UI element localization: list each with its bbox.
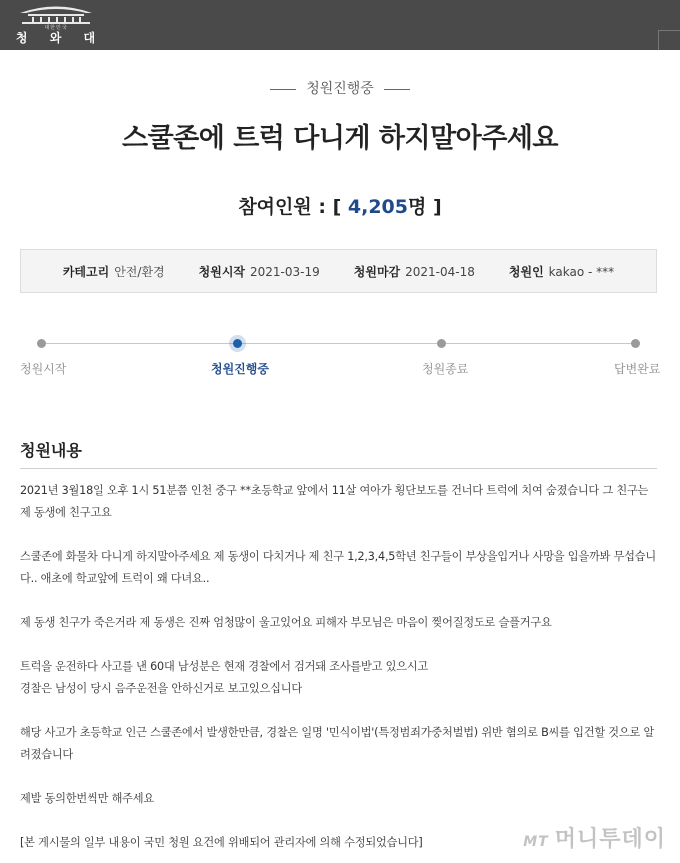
participant-number: 4,205 [347,196,408,218]
body-paragraph: 2021년 3월18일 오후 1시 51분쯤 인천 중구 **초등학교 앞에서 11살 여아가 횡단보도를 건너다 트럭에 치여 숨졌습니다 그 친구는 제 동생에 친구고요 [20,484,649,519]
petition-body [20,480,660,854]
menu-corner[interactable] [658,30,680,50]
progress-track [41,343,635,344]
progress-dot-start [37,339,46,348]
info-value: kakao - *** [548,264,615,279]
divider [270,89,296,90]
body-paragraph: 해당 사고가 초등학교 인근 스쿨존에서 발생한만큼, 경찰은 일명 '민식이법'(특정범죄가중처벌법) 위반 혐의로 B씨를 입건할 것으로 알려졌습니다 [20,726,655,761]
progress-dot-closed [437,339,446,348]
top-bar [0,0,680,50]
petition-status-tag [0,78,680,98]
info-value: 2021-04-18 [405,264,475,279]
petition-info-box [20,249,657,293]
participant-count [0,192,680,219]
info-value: 안전/환경 [114,264,165,279]
progress-step-label-active: 청원진행중 [211,362,269,376]
info-key: 청원시작 [198,264,246,279]
info-start-date [199,263,320,280]
watermark-text: 머니투데이 [554,827,666,852]
info-end-date [354,263,475,280]
participant-suffix: 명 ] [408,196,442,218]
divider [384,89,410,90]
progress-step-label: 청원시작 [20,362,67,376]
logo-text: 청 와 대 [15,31,105,45]
info-category [63,263,165,280]
news-watermark [523,822,666,853]
section-divider [20,468,657,469]
blue-house-roof-icon [16,2,96,24]
progress-step-label: 답변완료 [614,362,661,376]
petition-title: 스쿨존에 트럭 다니게 하지말아주세요 [121,123,558,154]
progress-step-label: 청원종료 [422,362,469,376]
info-key: 청원마감 [353,264,401,279]
cheongwadae-logo[interactable] [6,2,106,48]
info-key: 청원인 [508,264,544,279]
body-paragraph: 제 동생 친구가 죽은거라 제 동생은 진짜 엄청많이 울고있어요 피해자 부모님은 마음이 찢어질정도로 슬플거구요 [20,616,552,629]
content-section-title: 청원내용 [20,441,82,460]
body-paragraph: 트럭을 운전하다 사고를 낸 60대 남성분은 현재 경찰에서 검거돼 조사를받고 있으시고 경찰은 남성이 당시 음주운전을 안하신거로 보고있으십니다 [20,660,429,695]
body-paragraph: 제발 동의한번씩만 해주세요 [20,792,154,805]
logo-subtitle: 대한민국 [44,25,68,31]
progress-dot-ongoing [233,339,242,348]
watermark-mark: MT [523,834,549,850]
info-key: 카테고리 [62,264,110,279]
body-paragraph: [본 게시물의 일부 내용이 국민 청원 요건에 위배되어 관리자에 의해 수정되었습니다] [20,836,423,849]
info-value: 2021-03-19 [250,264,320,279]
body-paragraph: 스쿨존에 화물차 다니게 하지말아주세요 제 동생이 다치거나 제 친구 1,2,3,4,5학년 친구들이 부상을입거나 사망을 입을까봐 무섭습니다.. 애초에 학교앞에 트럭이 왜 다녀요.. [20,550,656,585]
status-text: 청원진행중 [306,81,374,97]
participant-label: 참여인원 : [ [238,196,342,218]
info-author [509,263,614,280]
progress-dot-answered [631,339,640,348]
